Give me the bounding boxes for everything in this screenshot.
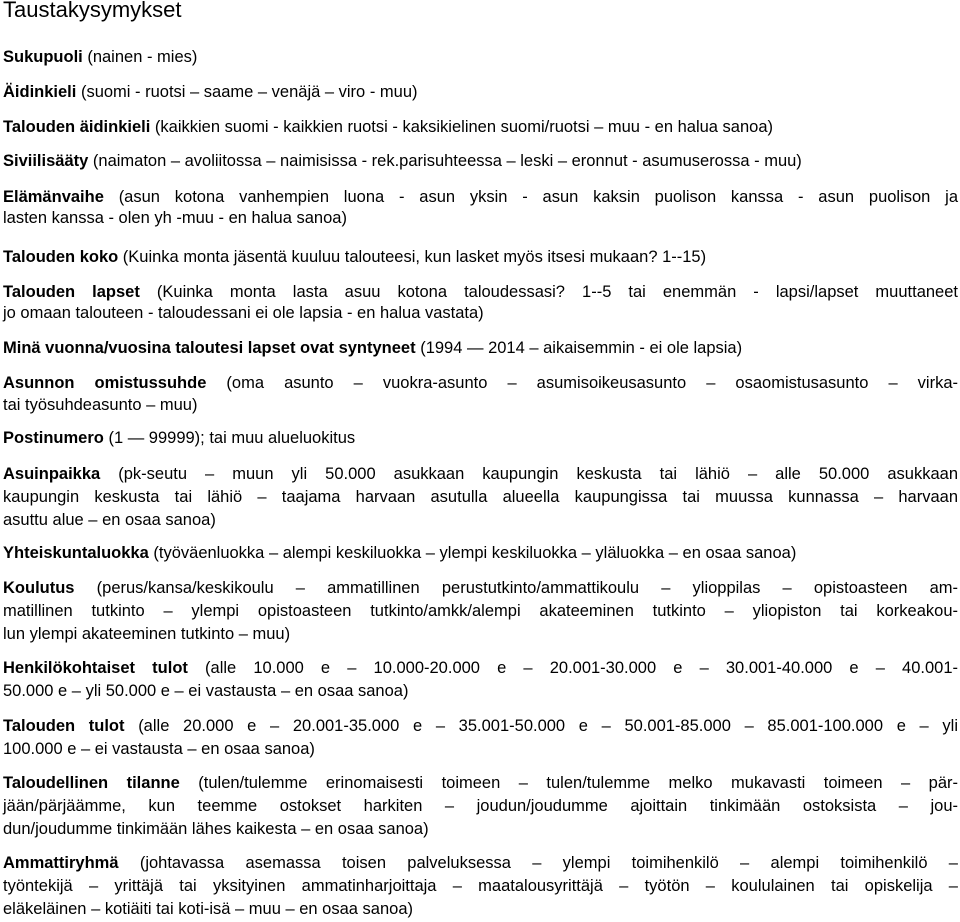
question-label: Yhteiskuntaluokka xyxy=(3,544,149,562)
question-label: Postinumero xyxy=(3,429,104,447)
question-options: eläkeläinen – kotiäiti tai koti-isä – muu – en osaa sanoa) xyxy=(3,900,413,918)
question-label: Talouden lapset xyxy=(3,283,140,301)
question-marital-status xyxy=(3,150,958,172)
question-options: (alle 20.000 e – 20.001-35.000 e – 35.001-50.000 e – 50.001-85.000 – 85.001-100.000 e – yli xyxy=(124,717,958,735)
question-options: (pk-seutu – muun yli 50.000 asukkaan kaupungin keskusta tai lähiö – alle 50.000 asukkaan xyxy=(100,465,958,483)
question-life-stage-continued xyxy=(3,207,958,229)
question-education-continued xyxy=(3,623,958,645)
question-financial-situation-continued xyxy=(3,818,958,840)
question-options: matillinen tutkinto – ylempi opistoasteen tutkinto/amkk/alempi akateeminen tutkinto – yliopiston tai korkeakou- xyxy=(3,602,958,620)
question-options: (alle 10.000 e – 10.000-20.000 e – 20.001-30.000 e – 30.001-40.000 e – 40.001- xyxy=(187,659,959,677)
question-label: Talouden koko xyxy=(3,248,119,266)
question-label: Siviilisääty xyxy=(3,152,89,170)
question-options: dun/joudumme tinkimään lähes kaikesta – en osaa sanoa) xyxy=(3,820,429,838)
question-occupational-group xyxy=(3,852,958,874)
question-life-stage xyxy=(3,186,958,208)
question-housing-tenure-continued xyxy=(3,394,958,416)
question-options: asuttu alue – en osaa sanoa) xyxy=(3,511,216,529)
question-options: (Kuinka monta jäsentä kuuluu talouteesi, kun lasket myös itsesi mukaan? 1--15) xyxy=(118,248,707,266)
question-label: Asuinpaikka xyxy=(3,465,101,483)
question-place-of-residence-continued xyxy=(3,486,958,508)
question-options: (perus/kansa/keskikoulu – ammatillinen perustutkinto/ammattikoulu – ylioppilas – opistoasteen am- xyxy=(74,579,958,597)
question-place-of-residence xyxy=(3,463,958,485)
question-options: kaupungin keskusta tai lähiö – taajama harvaan asutulla alueella kaupungissa tai muussa kunnassa – harvaan xyxy=(3,488,958,506)
question-household-size xyxy=(3,246,958,268)
question-occupational-group-continued xyxy=(3,898,958,920)
question-options: (Kuinka monta lasta asuu kotona taloudessasi? 1--5 tai enemmän - lapsi/lapset muuttaneet xyxy=(139,283,958,301)
question-mother-tongue xyxy=(3,81,958,103)
question-label: Koulutus xyxy=(3,579,75,597)
question-financial-situation-continued xyxy=(3,795,958,817)
question-occupational-group-continued xyxy=(3,875,958,897)
question-postal-code xyxy=(3,427,958,449)
question-label: Talouden tulot xyxy=(3,717,125,735)
question-label: Sukupuoli xyxy=(3,48,83,66)
question-label: Asunnon omistussuhde xyxy=(3,374,207,392)
question-options: (suomi - ruotsi – saame – venäjä – viro - muu) xyxy=(76,83,418,101)
question-household-language xyxy=(3,116,958,138)
question-options: (asun kotona vanhempien luona - asun yksin - asun kaksin puolison kanssa - asun puolison ja xyxy=(103,188,958,206)
question-options: jään/pärjäämme, kun teemme ostokset harkiten – joudun/joudumme ajoittain tinkimään ostoksista – jou- xyxy=(3,797,958,815)
question-options: tai työsuhdeasunto – muu) xyxy=(3,396,198,414)
question-education-continued xyxy=(3,600,958,622)
question-household-income xyxy=(3,715,958,737)
question-options: (oma asunto – vuokra-asunto – asumisoikeusasunto – osaomistusasunto – virka- xyxy=(206,374,959,392)
question-financial-situation xyxy=(3,772,958,794)
question-household-children xyxy=(3,281,958,303)
question-options: (naimaton – avoliitossa – naimisissa - rek.parisuhteessa – leski – eronnut - asumuserossa - muu) xyxy=(88,152,802,170)
question-social-class xyxy=(3,542,958,564)
question-household-income-continued xyxy=(3,738,958,760)
question-housing-tenure xyxy=(3,372,958,394)
question-label: Minä vuonna/vuosina taloutesi lapset ovat syntyneet xyxy=(3,339,416,357)
question-options: lasten kanssa - olen yh -muu - en halua sanoa) xyxy=(3,209,347,227)
question-options: lun ylempi akateeminen tutkinto – muu) xyxy=(3,625,291,643)
question-options: (kaikkien suomi - kaikkien ruotsi - kaksikielinen suomi/ruotsi – muu - en halua sanoa) xyxy=(150,118,773,136)
question-children-birth-years xyxy=(3,337,958,359)
question-options: 100.000 e – ei vastausta – en osaa sanoa) xyxy=(3,740,315,758)
question-options: 50.000 e – yli 50.000 e – ei vastausta – en osaa sanoa) xyxy=(3,682,409,700)
question-options: (johtavassa asemassa toisen palveluksessa – ylempi toimihenkilö – alempi toimihenkilö – xyxy=(118,854,958,872)
question-personal-income-continued xyxy=(3,680,958,702)
question-options: (1994 — 2014 – aikaisemmin - ei ole lapsia) xyxy=(415,339,743,357)
question-household-children-continued xyxy=(3,302,958,324)
question-label: Taloudellinen tilanne xyxy=(3,774,180,792)
question-label: Äidinkieli xyxy=(3,83,77,101)
question-options: jo omaan talouteen - taloudessani ei ole lapsia - en halua vastata) xyxy=(3,304,484,322)
question-label: Talouden äidinkieli xyxy=(3,118,151,136)
question-options: (tulen/tulemme erinomaisesti toimeen – tulen/tulemme melko mukavasti toimeen – pär- xyxy=(179,774,958,792)
question-gender xyxy=(3,46,958,68)
question-label: Henkilökohtaiset tulot xyxy=(3,659,188,677)
question-label: Elämänvaihe xyxy=(3,188,104,206)
question-education xyxy=(3,577,958,599)
question-personal-income xyxy=(3,657,958,679)
question-options: (työväenluokka – alempi keskiluokka – ylempi keskiluokka – yläluokka – en osaa sanoa) xyxy=(148,544,797,562)
question-label: Ammattiryhmä xyxy=(3,854,119,872)
question-place-of-residence-continued xyxy=(3,509,958,531)
question-options: (nainen - mies) xyxy=(82,48,198,66)
question-options: (1 — 99999); tai muu alueluokitus xyxy=(103,429,356,447)
page-title: Taustakysymykset xyxy=(3,0,182,22)
question-options: työntekijä – yrittäjä tai yksityinen ammatinharjoittaja – maatalousyrittäjä – työtön – koululainen tai opiskelija – xyxy=(3,877,958,895)
